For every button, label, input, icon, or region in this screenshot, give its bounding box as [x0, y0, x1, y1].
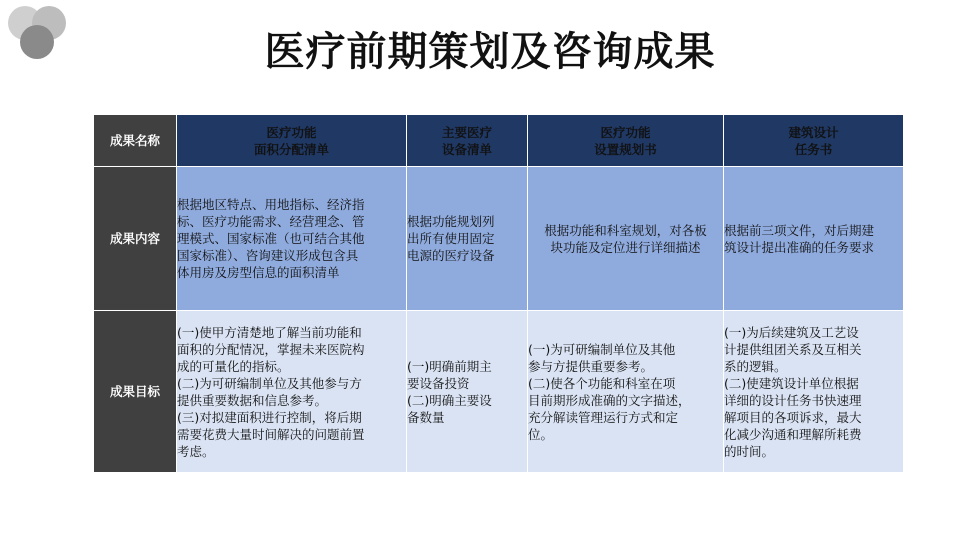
cell-goal-design: (一)为后续建筑及工艺设 计提供组团关系及互相关 系的逻辑。 (二)使建筑设计单位根据 详细的设计任务书快速理 解项目的各项诉求，最大 化减少沟通和理解所耗费 的时间。	[724, 311, 904, 473]
header-area-list: 医疗功能 面积分配清单	[177, 115, 407, 167]
cell-content-area: 根据地区特点、用地指标、经济指 标、医疗功能需求、经营理念、管 理模式、国家标准（也可结合其他 国家标准）、咨询建议形成包含具 体用房及房型信息的面积清单	[177, 167, 407, 311]
results-table	[93, 114, 904, 473]
cell-content-design: 根据前三项文件，对后期建 筑设计提出准确的任务要求	[724, 167, 904, 311]
slide-title: 医疗前期策划及咨询成果	[264, 29, 716, 75]
header-design-brief: 建筑设计 任务书	[724, 115, 904, 167]
cell-goal-area: (一)使甲方清楚地了解当前功能和 面积的分配情况，掌握未来医院构 成的可量化的指标。 (二)为可研编制单位及其他参与方 提供重要数据和信息参考。 (三)对拟建面积进行控制，将后期 需要花费大量时间解决的问题前置 考虑。	[177, 311, 407, 473]
cell-content-function: 根据功能和科室规划，对各板 块功能及定位进行详细描述	[528, 167, 724, 311]
header-equipment-list: 主要医疗 设备清单	[407, 115, 528, 167]
cell-content-equipment: 根据功能规划列 出所有使用固定 电源的医疗设备	[407, 167, 528, 311]
header-result-name: 成果名称	[94, 115, 177, 167]
table-header-row	[94, 115, 904, 167]
table-row-content	[94, 167, 904, 311]
cell-goal-equipment: (一)明确前期主 要设备投资 (二)明确主要设 备数量	[407, 311, 528, 473]
cell-goal-function: (一)为可研编制单位及其他 参与方提供重要参考。 (二)使各个功能和科室在项 目前期形成准确的文字描述， 充分解读管理运行方式和定 位。	[528, 311, 724, 473]
row-label-goals: 成果目标	[94, 311, 177, 473]
table-row-goals	[94, 311, 904, 473]
row-label-content: 成果内容	[94, 167, 177, 311]
header-function-plan: 医疗功能 设置规划书	[528, 115, 724, 167]
